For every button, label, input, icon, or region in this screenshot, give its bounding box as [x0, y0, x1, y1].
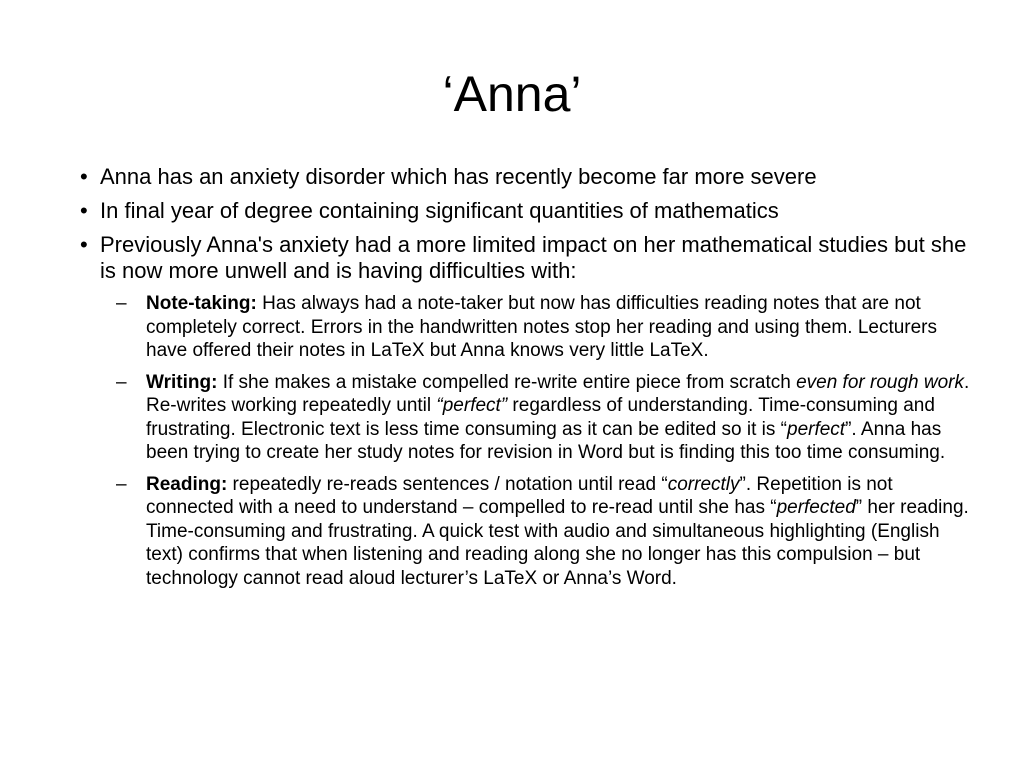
- bullet-marker: •: [80, 164, 88, 189]
- subbullet-emphasis: “perfect”: [436, 395, 508, 416]
- subbullet-text: . Re-writes working repeatedly until: [146, 371, 970, 416]
- subbullet-text: Has always had a note-taker but now has difficulties reading notes that are not completely correct. Errors in the handwritten notes stop her reading and using them. Lecturers have offered their notes in LaTeX but Anna knows very little LaTeX.: [146, 293, 938, 361]
- bullet-marker: •: [80, 232, 88, 257]
- subbullet-emphasis: even for rough work: [796, 371, 964, 393]
- subbullet-text: regardless of understanding. Time-consuming and frustrating. Electronic text is less time consuming as it can be edited so it is “: [146, 395, 935, 440]
- subbullet-text: ” her reading. Time-consuming and frustrating. A quick test with audio and simultaneous highlighting (English text) confirms that when listening and reading along she no longer has this compulsion – but technology cannot read aloud lecturer’s LaTeX or Anna’s Word.: [146, 497, 969, 589]
- slide-content: [80, 164, 970, 598]
- bullet-item: [80, 164, 970, 190]
- subbullet-emphasis: perfect: [787, 418, 846, 440]
- subbullet-marker: –: [116, 293, 127, 314]
- subbullet-reading: [80, 473, 970, 591]
- subbullet-text: repeatedly re-reads sentences / notation until read “: [227, 473, 668, 495]
- subbullet-text: ”. Repetition is not connected with a need to understand – compelled to re-read until she has “: [146, 473, 893, 518]
- slide-title: ‘Anna’: [442, 66, 582, 122]
- bullet-text: In final year of degree containing significant quantities of mathematics: [100, 198, 779, 223]
- subbullet-label: Note-taking:: [146, 293, 257, 314]
- subbullet-writing: [80, 371, 970, 465]
- subbullet-text: If she makes a mistake compelled re-write entire piece from scratch: [217, 371, 797, 393]
- bullet-text: Anna has an anxiety disorder which has recently become far more severe: [100, 164, 817, 189]
- subbullet-label: Reading:: [146, 473, 228, 495]
- bullet-item: [80, 198, 970, 224]
- bullet-text: Previously Anna's anxiety had a more limited impact on her mathematical studies but she is now more unwell and is having difficulties with:: [100, 232, 967, 283]
- subbullet-emphasis: perfected: [776, 497, 856, 518]
- subbullet-note-taking: [80, 292, 970, 363]
- subbullet-list: [80, 292, 970, 590]
- subbullet-marker: –: [116, 473, 127, 495]
- bullet-marker: •: [80, 198, 88, 223]
- bullet-item: [80, 232, 970, 284]
- subbullet-label: Writing:: [146, 371, 218, 393]
- subbullet-emphasis: correctly: [667, 473, 740, 495]
- subbullet-marker: –: [116, 371, 127, 393]
- subbullet-text: ”. Anna has been trying to create her study notes for revision in Word but is finding this too time consuming.: [146, 418, 946, 463]
